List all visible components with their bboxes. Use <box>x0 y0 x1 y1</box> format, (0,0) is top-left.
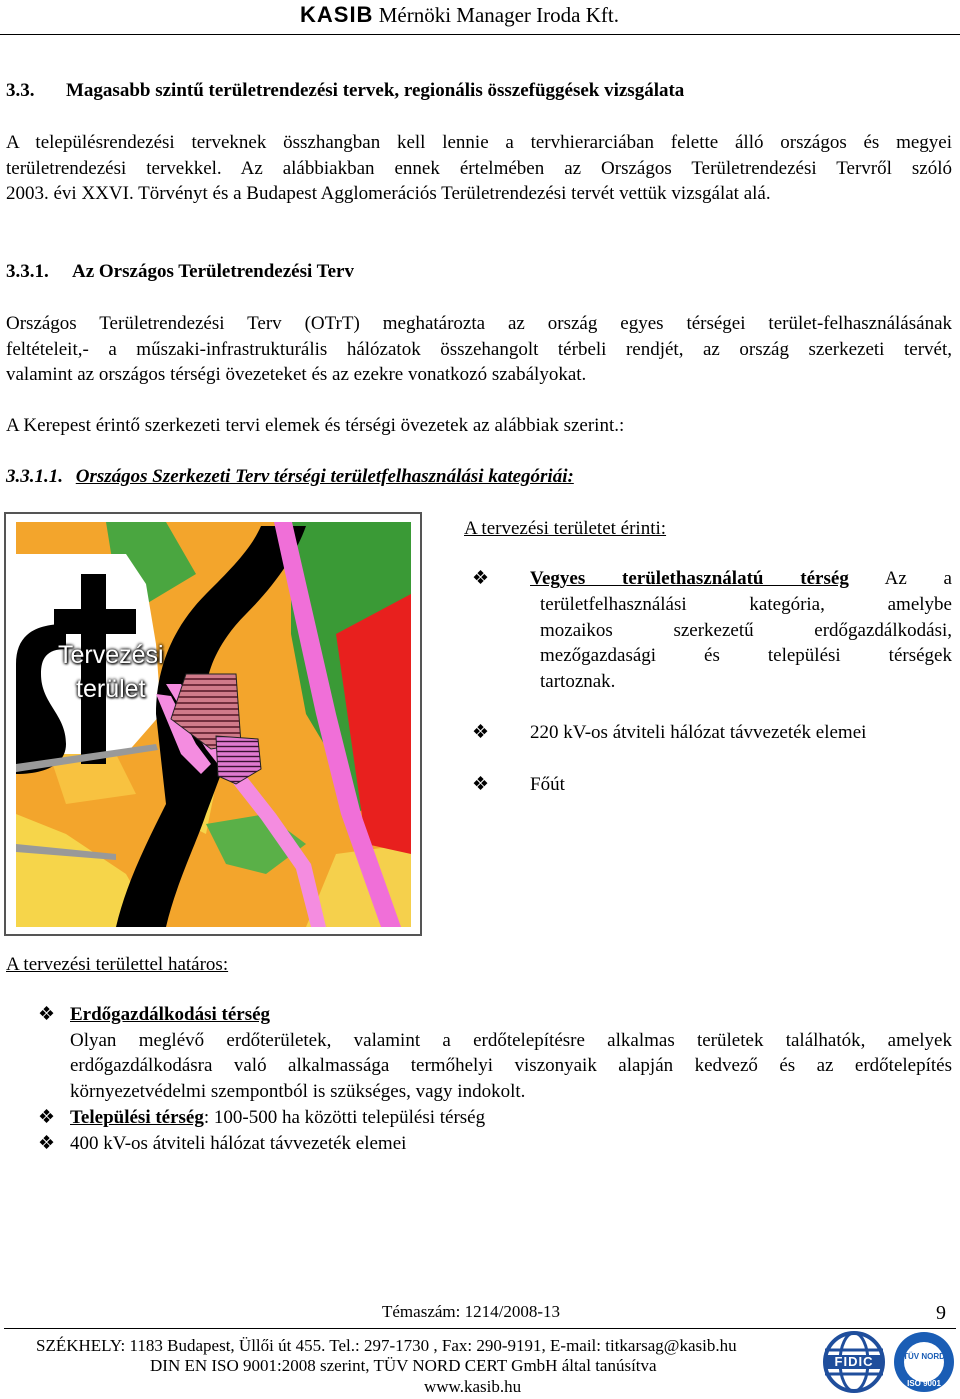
subsubsection-heading <box>6 466 574 488</box>
item-line: Olyan meglévő erdőterületek, valamint a erdőtelepítésre alkalmas területek találhatók, amelyek <box>70 1029 952 1051</box>
subsection-intro: A Kerepest érintő szerkezeti tervi elemek és térségi övezetek az alábbiak szerint.: <box>6 415 625 436</box>
item-line: erdőgazdálkodásra való alkalmassága termőhelyi viszonyaik alapján kedvező és az erdőtelepítés <box>70 1055 952 1077</box>
structure-plan-map <box>4 512 422 936</box>
item-first-line <box>530 566 952 592</box>
item-term: Vegyes területhasználatú térség <box>530 568 849 589</box>
header-company: Mérnöki Manager Iroda Kft. <box>378 3 619 27</box>
subsection-number: 3.3.1. <box>6 261 49 282</box>
subsubsection-title: Országos Szerkezeti Terv térségi területfelhasználási kategóriái: <box>75 466 574 487</box>
affected-item-description <box>540 592 952 694</box>
section-title: Magasabb szintű területrendezési tervek, regionális összefüggések vizsgálata <box>66 80 685 101</box>
footer-divider <box>4 1328 956 1329</box>
header-text <box>300 2 619 28</box>
header-brand: KASIB <box>300 2 374 27</box>
section-number: 3.3. <box>6 80 35 101</box>
item-line: környezetvédelmi szempontból is szükséges, vagy indokolt. <box>70 1080 526 1102</box>
border-heading: A tervezési területtel határos: <box>6 954 229 975</box>
footer-topic: Témaszám: 1214/2008-13 <box>382 1302 560 1321</box>
tuv-nord-logo-icon <box>892 1330 956 1394</box>
item-text: : 100-500 ha közötti települési térség <box>203 1107 486 1128</box>
bullet-icon: ❖ <box>472 568 490 589</box>
affected-heading: A tervezési területet érinti: <box>464 518 667 539</box>
item-line: tartoznak. <box>540 670 616 692</box>
tuv-logo-iso: ISO 9001 <box>907 1379 941 1388</box>
tuv-logo-text: TÜV NORD <box>903 1352 945 1361</box>
paragraph-line: valamint az országos térségi övezeteket és az ezekre vonatkozó szabályokat. <box>6 364 587 386</box>
item-term: Erdőgazdálkodási térség <box>70 1004 271 1025</box>
paragraph-line: területrendezési tervekkel. Az alábbiakban ennek értelmében az Országos Területrendezési Tervről szóló <box>6 157 952 179</box>
paragraph-line: 2003. évi XXVI. Törvényt és a Budapest Agglomerációs Területrendezési tervét vettük vizsgálat alá. <box>6 183 771 205</box>
paragraph-line: Országos Területrendezési Terv (OTrT) meghatározta az ország egyes térségei terület-felhasználásának <box>6 313 952 334</box>
footer-certification: DIN EN ISO 9001:2008 szerint, TÜV NORD CERT GmbH által tanúsítva <box>150 1356 657 1375</box>
bullet-icon: ❖ <box>38 1107 56 1128</box>
item-line: mezőgazdasági és települési térségek <box>540 645 952 667</box>
subsection-title: Az Országos Területrendezési Terv <box>72 261 354 282</box>
bullet-icon: ❖ <box>472 774 490 795</box>
map-label-line: Tervezési <box>58 641 164 669</box>
subsection-paragraph <box>6 311 952 388</box>
border-item-forestry <box>70 1002 952 1104</box>
footer-website: www.kasib.hu <box>424 1377 522 1396</box>
affected-item-mixed-use <box>530 566 952 592</box>
fidic-logo-icon <box>822 1330 886 1394</box>
subsubsection-number: 3.3.1.1. <box>6 466 63 487</box>
fidic-logo-text: FIDIC <box>834 1354 874 1369</box>
map-graphic <box>6 514 420 934</box>
bullet-icon: ❖ <box>38 1004 56 1025</box>
bullet-icon: ❖ <box>38 1133 56 1154</box>
item-line: mozaikos szerkezetű erdőgazdálkodási, <box>540 619 952 641</box>
item-line: területfelhasználási kategória, amelybe <box>540 594 952 615</box>
bullet-icon: ❖ <box>472 722 490 743</box>
border-item-400kv: 400 kV-os átviteli hálózat távvezeték elemei <box>70 1133 407 1154</box>
affected-item-220kv: 220 kV-os átviteli hálózat távvezeték elemei <box>530 722 867 743</box>
border-item-settlement <box>70 1105 485 1131</box>
map-label <box>58 638 164 706</box>
page-number: 9 <box>936 1302 946 1324</box>
item-term: Települési térség <box>70 1107 204 1128</box>
item-text: Az a <box>884 568 952 589</box>
section-paragraph <box>6 130 952 207</box>
affected-item-main-road: Főút <box>530 774 565 795</box>
paragraph-line: feltételeit,- a műszaki-infrastrukturális hálózatok összehangolt térbeli rendjét, az ország szerkezeti tervét, <box>6 338 952 360</box>
map-label-line: terület <box>76 675 146 703</box>
paragraph-line: A településrendezési terveknek összhangban kell lennie a tervhierarciában felette álló országos és megyei <box>6 132 952 153</box>
footer-address: SZÉKHELY: 1183 Budapest, Üllői út 455. Tel.: 297-1730 , Fax: 290-9191, E-mail: titkarsag@kasib.hu <box>36 1336 737 1355</box>
page-header <box>0 0 960 35</box>
